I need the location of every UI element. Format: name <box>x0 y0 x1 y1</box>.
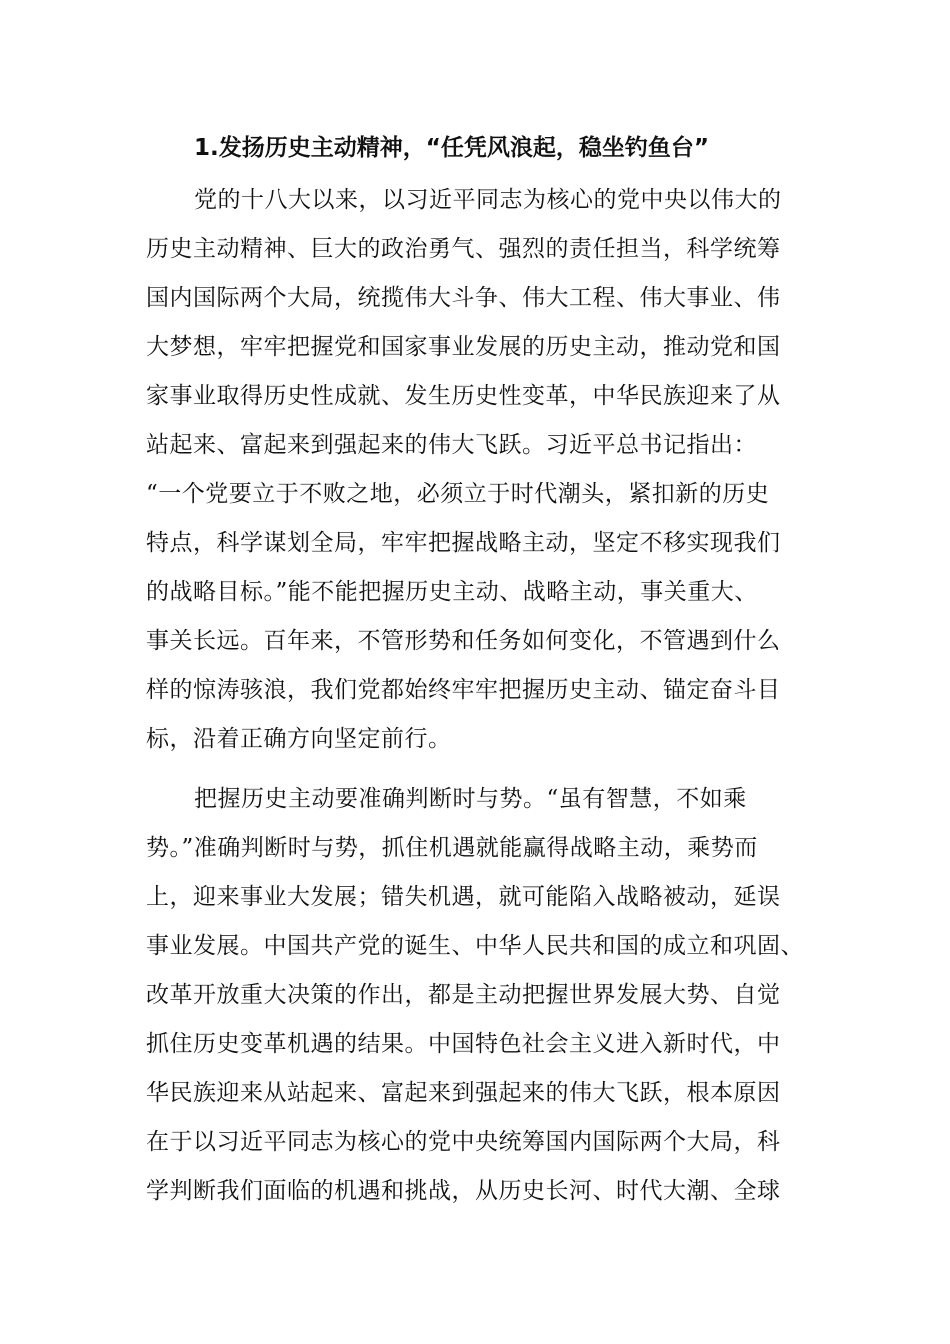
paragraph-1-line-1: 党的十八大以来，以习近平同志为核心的党中央以伟大的 <box>194 187 782 213</box>
paragraph-1-line-4: 大梦想，牢牢把握党和国家事业发展的历史主动，推动党和国 <box>146 334 781 360</box>
paragraph-1-line-6: 站起来、富起来到强起来的伟大飞跃。习近平总书记指出： <box>146 432 757 458</box>
paragraph-2-line-4: 事业发展。中国共产党的诞生、中华人民共和国的成立和巩固、 <box>146 933 804 959</box>
paragraph-1-line-11: 样的惊涛骇浪，我们党都始终牢牢把握历史主动、锚定奋斗目 <box>146 677 781 703</box>
paragraph-1-line-9: 的战略目标。”能不能把握历史主动、战略主动，事关重大、 <box>146 579 758 605</box>
paragraph-2-line-1: 把握历史主动要准确判断时与势。“虽有智慧，不如乘 <box>194 786 747 812</box>
paragraph-2-line-2: 势。”准确判断时与势，抓住机遇就能赢得战略主动，乘势而 <box>146 835 758 861</box>
paragraph-1-line-5: 家事业取得历史性成就、发生历史性变革，中华民族迎来了从 <box>146 383 781 409</box>
paragraph-2-line-3: 上，迎来事业大发展；错失机遇，就可能陷入战略被动，延误 <box>146 884 781 910</box>
paragraph-2-line-8: 在于以习近平同志为核心的党中央统筹国内国际两个大局，科 <box>146 1129 781 1155</box>
paragraph-1-line-7: “一个党要立于不败之地，必须立于时代潮头，紧扣新的历史 <box>146 481 770 507</box>
paragraph-1-line-10: 事关长远。百年来，不管形势和任务如何变化，不管遇到什么 <box>146 628 781 654</box>
paragraph-2-line-5: 改革开放重大决策的作出，都是主动把握世界发展大势、自觉 <box>146 982 781 1008</box>
paragraph-2-line-6: 抓住历史变革机遇的结果。中国特色社会主义进入新时代，中 <box>146 1031 781 1057</box>
section-heading: 1.发扬历史主动精神，“任凭风浪起，稳坐钓鱼台” <box>194 135 709 161</box>
paragraph-2-line-9: 学判断我们面临的机遇和挑战，从历史长河、时代大潮、全球 <box>146 1178 781 1204</box>
paragraph-1-line-3: 国内国际两个大局，统揽伟大斗争、伟大工程、伟大事业、伟 <box>146 285 781 311</box>
paragraph-1-line-8: 特点，科学谋划全局，牢牢把握战略主动，坚定不移实现我们 <box>146 530 781 556</box>
paragraph-1-line-2: 历史主动精神、巨大的政治勇气、强烈的责任担当，科学统筹 <box>146 236 781 262</box>
paragraph-1-line-12: 标，沿着正确方向坚定前行。 <box>146 726 452 752</box>
paragraph-2-line-7: 华民族迎来从站起来、富起来到强起来的伟大飞跃，根本原因 <box>146 1080 781 1106</box>
